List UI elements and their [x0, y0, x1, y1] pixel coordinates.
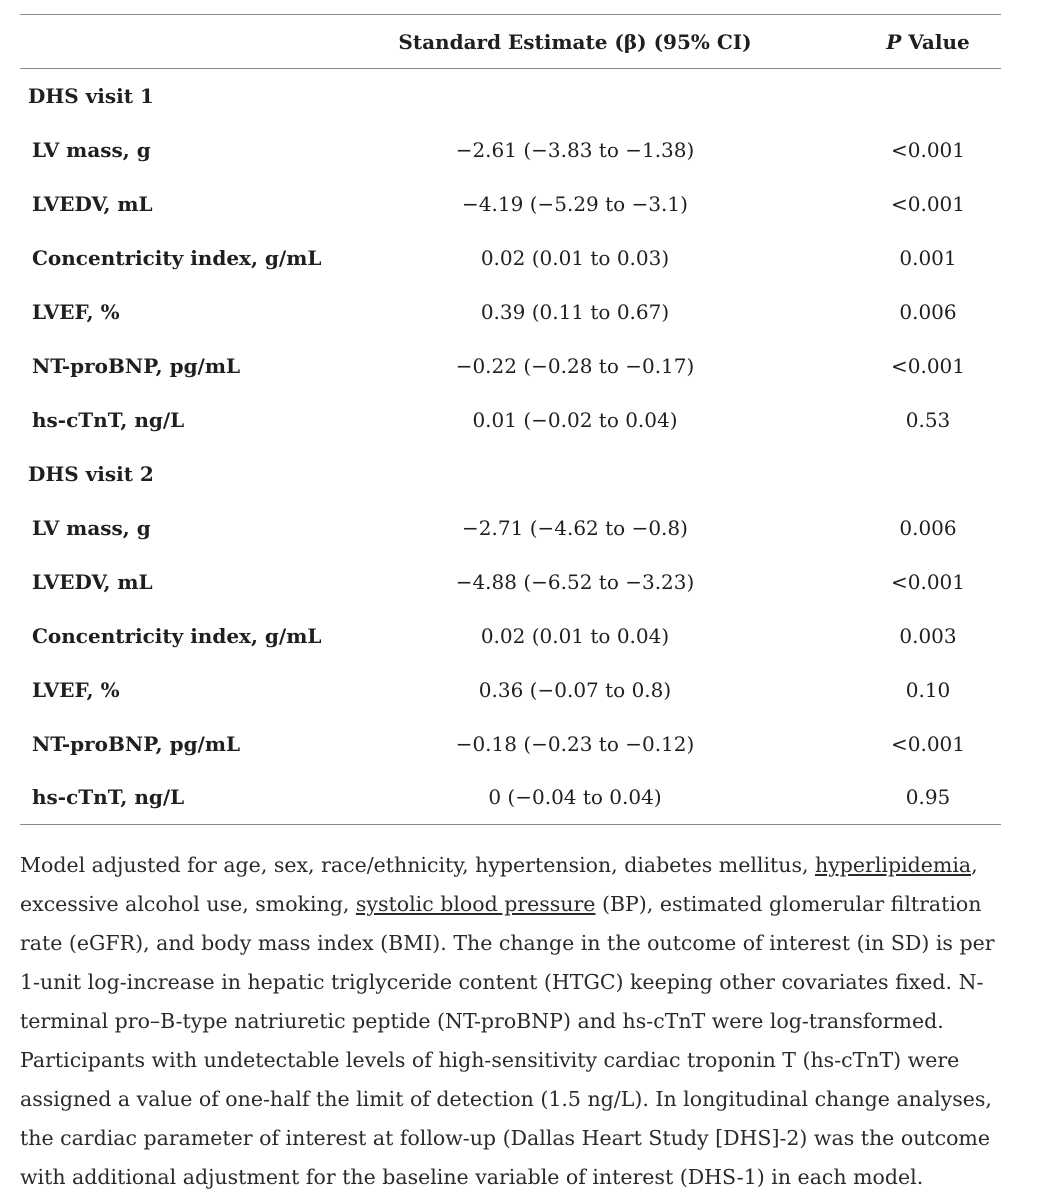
table-header [20, 15, 1001, 69]
header-p-italic: P [886, 29, 902, 54]
row-label: LVEDV, mL [32, 569, 153, 594]
row-label: hs-cTnT, ng/L [32, 785, 185, 810]
table-row [20, 123, 1001, 177]
row-label: Concentricity index, g/mL [32, 623, 322, 648]
row-p-value: <0.001 [890, 569, 965, 594]
table-row [20, 663, 1001, 717]
row-p-value: 0.001 [899, 245, 957, 270]
row-p-value: 0.95 [905, 785, 951, 810]
table-row [20, 609, 1001, 663]
row-label: Concentricity index, g/mL [32, 245, 322, 270]
row-p-value: 0.53 [905, 407, 951, 432]
row-p-value: <0.001 [890, 137, 965, 162]
group-row-visit-2 [20, 447, 1001, 501]
table-footnote [20, 846, 1010, 1197]
row-label: hs-cTnT, ng/L [32, 407, 185, 432]
row-label: LVEF, % [32, 299, 120, 324]
row-label: LV mass, g [32, 137, 151, 162]
row-label: LVEF, % [32, 677, 120, 702]
table-row [20, 231, 1001, 285]
table-row [20, 555, 1001, 609]
row-label: NT-proBNP, pg/mL [32, 731, 241, 756]
header-label-cell [20, 15, 295, 69]
row-estimate: −0.22 (−0.28 to −0.17) [455, 353, 695, 378]
row-estimate: 0.36 (−0.07 to 0.8) [478, 677, 672, 702]
table-row [20, 771, 1001, 825]
row-p-value: 0.006 [899, 299, 957, 324]
row-estimate: −4.19 (−5.29 to −3.1) [462, 191, 688, 216]
row-estimate: −2.71 (−4.62 to −0.8) [462, 515, 688, 540]
table-row [20, 285, 1001, 339]
row-p-value: <0.001 [890, 353, 965, 378]
table-row [20, 339, 1001, 393]
row-estimate: −0.18 (−0.23 to −0.12) [455, 731, 695, 756]
header-p-rest: Value [901, 29, 970, 54]
row-label: NT-proBNP, pg/mL [32, 353, 241, 378]
hyperlipidemia-link[interactable]: hyperlipidemia [815, 853, 972, 877]
row-estimate: 0.39 (0.11 to 0.67) [480, 299, 670, 324]
row-estimate: −2.61 (−3.83 to −1.38) [455, 137, 695, 162]
row-estimate: 0 (−0.04 to 0.04) [488, 785, 662, 810]
row-p-value: 0.006 [899, 515, 957, 540]
row-p-value: 0.10 [905, 677, 951, 702]
footnote-text-3: (BP), estimated glomerular filtration rate (eGFR), and body mass index (BMI). The change in the outcome of interest (in SD) is per 1-unit log-increase in hepatic triglyceride content (HTGC) keeping other covariates fixed. N-terminal pro–B-type natriuretic peptide (NT-proBNP) and hs-cTnT were log-transformed. Participants with undetectable levels of high-sensitivity cardiac troponin T (hs-cTnT) were assigned a value of one-half the limit of detection (1.5 ng/L). In longitudinal change analyses, the cardiac parameter of interest at follow-up (Dallas Heart Study [DHS]-2) was the outcome with additional adjustment for the baseline variable of interest (DHS-1) in each model. [20, 892, 995, 1189]
row-estimate: 0.01 (−0.02 to 0.04) [472, 407, 678, 432]
row-label: LV mass, g [32, 515, 151, 540]
group-title: DHS visit 1 [28, 83, 154, 108]
table-row [20, 717, 1001, 771]
row-estimate: −4.88 (−6.52 to −3.23) [455, 569, 695, 594]
table-row [20, 177, 1001, 231]
row-label: LVEDV, mL [32, 191, 153, 216]
row-p-value: <0.001 [890, 731, 965, 756]
group-row-visit-1 [20, 69, 1001, 123]
table-body [20, 69, 1001, 825]
row-estimate: 0.02 (0.01 to 0.04) [480, 623, 670, 648]
group-title: DHS visit 2 [28, 461, 154, 486]
header-estimate: Standard Estimate (β) (95% CI) [398, 29, 752, 54]
table-row [20, 393, 1001, 447]
row-p-value: 0.003 [899, 623, 957, 648]
row-estimate: 0.02 (0.01 to 0.03) [480, 245, 670, 270]
footnote-text-1: Model adjusted for age, sex, race/ethnicity, hypertension, diabetes mellitus, [20, 853, 815, 877]
row-p-value: <0.001 [890, 191, 965, 216]
results-table [20, 14, 1001, 825]
results-table-container [20, 14, 1001, 825]
header-row [20, 15, 1001, 69]
table-row [20, 501, 1001, 555]
footnote-text-2: , excessive alcohol use, smoking, [20, 853, 978, 916]
systolic-blood-pressure-link[interactable]: systolic blood pressure [355, 892, 596, 916]
header-p-value [855, 15, 1001, 69]
